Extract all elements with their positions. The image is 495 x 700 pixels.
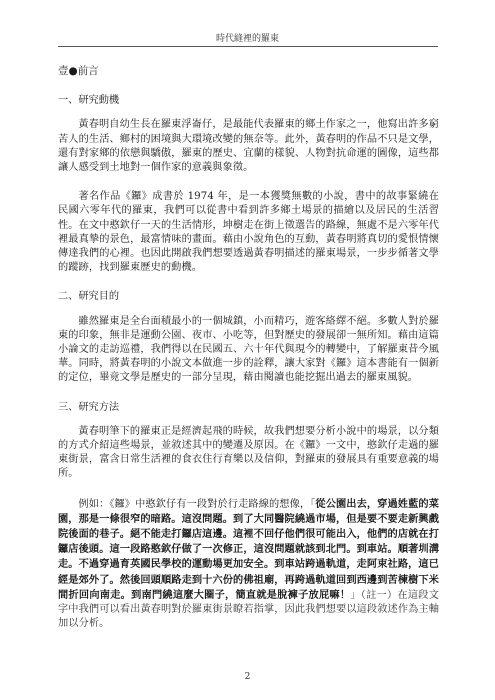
paragraph: 雖然羅東是全台面積最小的一個城鎮，小而精巧，遊客絡繹不絕。多數人對於羅東的印象，無非是運動公園、夜市、小吃等，但對歷史的發展卻一無所知。藉由這篇小論文的走訪巡禮，我們得以在民國五、六十年代與現今的轉變中，了解羅東昔今風華。同時，將黃春明的小說文本做進一步的詮釋，讓大家對《鑼》這本書能有一個新的定位，畢竟文學是歷史的一部分呈現，藉由閱讀也能挖掘出過去的羅東風貌。 — [58, 315, 439, 384]
paragraph: 黃春明自幼生長在羅東浮崙仔，是最能代表羅東的鄉土作家之一，他寫出許多窮苦人的生活、鄉村的困境與大環境改變的無奈等。此外，黃春明的作品不只是文學，還有對家鄉的依戀與驕傲，羅東的歷史、宜蘭的樣貌、人物對抗命運的圖像，這些都讓人感受到土地對一個作家的意義與象徵。 — [58, 119, 439, 174]
chapter-heading: 壹●前言 — [58, 65, 99, 77]
section-heading-purpose: 二、研究目的 — [58, 291, 120, 303]
paragraph-with-quote — [58, 497, 439, 632]
body-content — [58, 64, 439, 647]
bold-quote: 從公園出去，穿過姓藍的菜園，那是一條很窄的暗路。這沒問題。到了大同醫院繞過市場，但是要不要走新興戲院後面的巷子。絕不能走打鑼店這邊。這裡不回仔他們很可能出入，他們的店就在打鑼店後頭。這一段路憨欽仔做了一次修正，這沒問題就該到北門。到車站。順著圳溝走。不過穿過育英國民學校的運動場更加安全。到車站跨過軌道，走阿束社路，這已經是郊外了。然後回頭順路走到十六份的佛祖廟，再跨過軌道回到西邊到苦楝樹下米間折回向南走。到南門繞這麼大圈子，簡直就是脫褲子放屁嘛！ — [58, 497, 439, 601]
running-header: 時代縫裡的羅東 — [215, 34, 279, 44]
header-divider — [58, 46, 438, 47]
quote-prefix: 例如：《鑼》中憨欽仔有一段對於行走路線的想像，「 — [78, 498, 316, 510]
paragraph: 著名作品《鑼》成書於 1974 年，是一本獲獎無數的小說，書中的故事緊繞在民國六零年代的羅東，我們可以從書中看到許多鄉土場景的描繪以及居民的生活習性。在文中憨欽仔一天的生活情形，坤樹走在街上徵選告的路線，無處不是六零年代裡最真摯的景色，最富情味的畫面。藉由小說角色的互動，黃春明將真切的愛恨情懷傳達我們的心裡。也因此開啟我們想要透過黃春明描述的羅東場景，一步步循著文學的蹤跡，找到羅東歷史的動機。 — [58, 191, 439, 274]
page-number: 2 — [244, 672, 251, 682]
section-heading-method: 三、研究方法 — [58, 401, 120, 413]
quote-suffix: 」（註一）在這段文字中我們可以看出黃春明對於羅東街景瞭若指掌，因此我們想要以這段敘述作為主軸加以分析。 — [58, 589, 439, 630]
paragraph: 黃春明筆下的羅東正是經濟起飛的時候，故我們想要分析小說中的場景，以分類的方式介紹這些場景，並敘述其中的變遷及原因。在《鑼》一文中，憨欽仔走過的羅東街景，富含日常生活裡的食衣住行育樂以及信仰，對羅東的發展具有重要意義的場所。 — [58, 425, 439, 480]
section-heading-motivation: 一、研究動機 — [58, 95, 120, 107]
